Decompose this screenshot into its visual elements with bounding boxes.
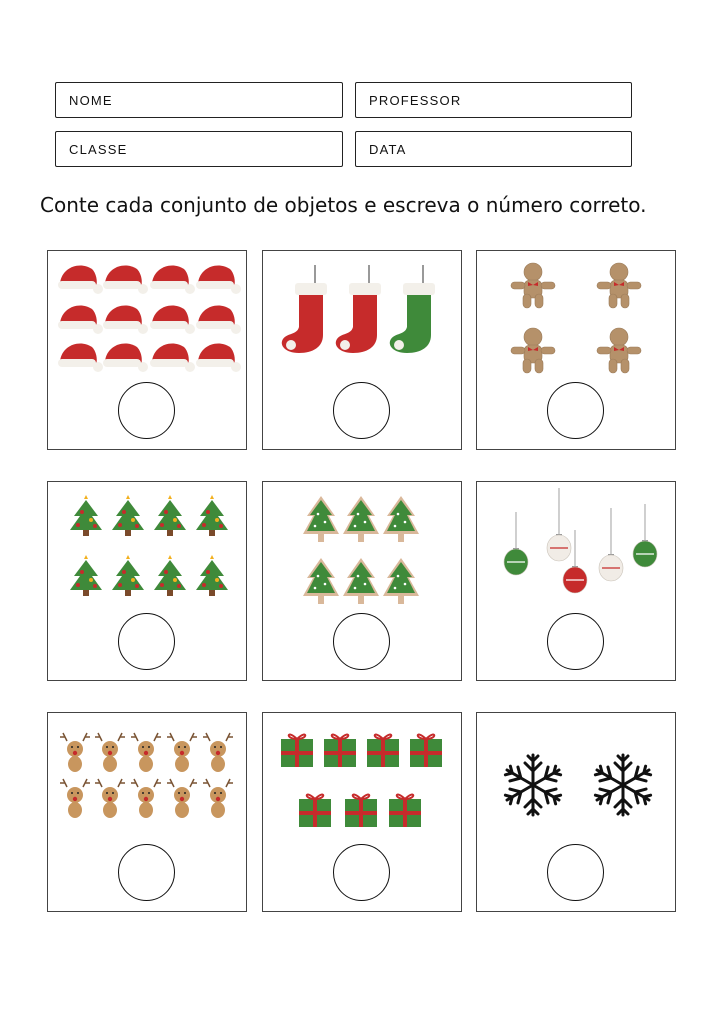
christmas-tree-icon [154,555,186,596]
tree-cookie-icon [383,496,419,542]
christmas-stocking-icon [390,265,435,353]
christmas-tree-icon [112,495,144,536]
answer-circle[interactable] [547,844,604,901]
exercise-box-snowflakes [476,712,676,912]
gift-box-icon [281,735,313,767]
snowflake-icon [503,755,563,815]
santa-hat-icon [58,265,103,294]
santa-hat-icon [58,343,103,372]
christmas-stocking-icon [282,265,327,353]
reindeer-icon [167,779,197,818]
santa-hat-icon [150,305,195,334]
name-field[interactable] [55,82,343,118]
christmas-tree-icon [70,495,102,536]
exercise-box-stockings [262,250,462,450]
gift-box-icon [345,795,377,827]
exercise-box-trees [47,481,247,681]
christmas-tree-icon [70,555,102,596]
tree-cookie-icon [343,496,379,542]
answer-circle[interactable] [547,382,604,439]
exercise-box-ornaments [476,481,676,681]
christmas-tree-icon [196,555,228,596]
christmas-tree-icon [112,555,144,596]
snowflake-icon [593,755,653,815]
christmas-stocking-icon [336,265,381,353]
answer-circle[interactable] [333,382,390,439]
reindeer-icon [167,733,197,772]
santa-hat-icon [58,305,103,334]
answer-circle[interactable] [118,613,175,670]
santa-hat-icon [196,305,241,334]
reindeer-icon [131,779,161,818]
gingerbread-man-icon [511,328,555,373]
gift-box-icon [410,735,442,767]
exercise-box-reindeer [47,712,247,912]
exercise-box-tree-cookies [262,481,462,681]
class-field[interactable] [55,131,343,167]
santa-hat-icon [103,265,148,294]
name-field-label: NOME [69,92,113,108]
tree-cookie-icon [343,558,379,604]
instruction-text: Conte cada conjunto de objetos e escreva o número correto. [40,193,647,217]
tree-cookie-icon [303,558,339,604]
tree-cookie-icon [383,558,419,604]
christmas-tree-icon [154,495,186,536]
answer-circle[interactable] [118,382,175,439]
tree-cookie-icon [303,496,339,542]
date-field-label: DATA [369,141,407,157]
teacher-field-label: PROFESSOR [369,92,462,108]
reindeer-icon [95,779,125,818]
ornament-icon [504,512,528,575]
answer-circle[interactable] [333,613,390,670]
santa-hat-icon [150,265,195,294]
exercise-box-gingerbread [476,250,676,450]
christmas-tree-icon [196,495,228,536]
santa-hat-icon [103,305,148,334]
date-field[interactable] [355,131,632,167]
gift-box-icon [389,795,421,827]
exercise-box-gifts [262,712,462,912]
santa-hat-icon [196,265,241,294]
gingerbread-man-icon [597,263,641,308]
ornament-icon [633,504,657,567]
gift-box-icon [367,735,399,767]
reindeer-icon [131,733,161,772]
exercise-box-santa-hats [47,250,247,450]
class-field-label: CLASSE [69,141,128,157]
answer-circle[interactable] [333,844,390,901]
gift-box-icon [299,795,331,827]
gift-box-icon [324,735,356,767]
santa-hat-icon [150,343,195,372]
santa-hat-icon [103,343,148,372]
gingerbread-man-icon [511,263,555,308]
answer-circle[interactable] [547,613,604,670]
reindeer-icon [60,733,90,772]
reindeer-icon [203,779,233,818]
reindeer-icon [60,779,90,818]
reindeer-icon [95,733,125,772]
santa-hat-icon [196,343,241,372]
teacher-field[interactable] [355,82,632,118]
ornament-icon [547,488,571,561]
ornament-icon [599,508,623,581]
answer-circle[interactable] [118,844,175,901]
gingerbread-man-icon [597,328,641,373]
reindeer-icon [203,733,233,772]
